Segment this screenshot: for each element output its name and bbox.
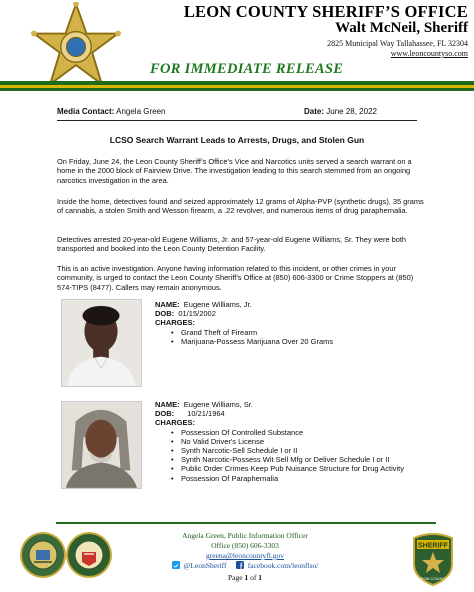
agency-website-link[interactable]: www.leoncountyso.com — [390, 49, 468, 58]
name-label: NAME: — [155, 300, 180, 309]
page-total: 1 — [258, 573, 262, 582]
paragraph: On Friday, June 24, the Leon County Sheriff’s Office’s Vice and Narcotics units served a search warrant on a home in the 2000 block of Fairview Drive. The investigation leading to this search stemmed from an ongoing narcotics investigation in the area. — [57, 157, 412, 185]
dob-label: DOB: — [155, 409, 175, 419]
agency-address: 2825 Municipal Way Tallahassee, FL 32304 — [327, 39, 468, 48]
patch-subtitle: LEON COUNTY — [418, 576, 448, 581]
suspect-2-mugshot — [61, 401, 142, 489]
release-date-value: June 28, 2022 — [326, 107, 377, 116]
suspect-dob: 10/21/1964 — [187, 409, 225, 419]
header-band-green-lower — [0, 88, 474, 91]
release-date — [304, 107, 377, 116]
charge-item: • Public Order Crimes Keep Pub Nuisance Structure for Drug Activity — [171, 464, 404, 473]
page-current: 1 — [244, 573, 249, 582]
charge-item: • Possession Of Controlled Substance — [171, 428, 404, 437]
charges-label: CHARGES: — [155, 418, 196, 428]
agency-title: LEON COUNTY SHERIFF’S OFFICE — [183, 2, 468, 21]
charge-item: • Grand Theft of Firearm — [171, 328, 333, 337]
county-seal-icon — [20, 532, 66, 578]
release-banner: FOR IMMEDIATE RELEASE — [150, 61, 344, 77]
sheriff-star-badge-icon — [28, 2, 124, 88]
page-number — [120, 573, 370, 582]
facebook-link[interactable]: facebook.com/leonflso/ — [247, 561, 319, 570]
press-headline: LCSO Search Warrant Leads to Arrests, Drugs, and Stolen Gun — [109, 135, 365, 145]
charge-item: • Synth Narcotic-Possess Wit Sell Mfg or Deliver Schedule I or II — [171, 455, 404, 464]
media-contact-name: Angela Green — [116, 107, 166, 116]
sheriff-patch-icon — [410, 532, 456, 586]
twitter-icon — [172, 561, 180, 569]
florida-seal-icon — [66, 532, 112, 578]
charges-label: CHARGES: — [155, 318, 196, 328]
release-date-label: Date: — [304, 107, 325, 116]
suspect-name: Eugene Williams, Jr. — [183, 300, 252, 309]
paragraph: Inside the home, detectives found and seized approximately 12 grams of Alpha-PVP (synthetic drugs), 35 grams of cannabis, a stolen Smith and Wesson firearm, a .22 revolver, and numerous items of drug paraphernalia. — [57, 197, 424, 216]
twitter-handle-link[interactable]: @LeonSheriff — [183, 561, 227, 570]
patch-title: SHERIFF — [418, 542, 448, 550]
charge-item: • Marijuana-Possess Marijuana Over 20 Grams — [171, 337, 333, 346]
page-word: Page — [228, 573, 243, 582]
footer-phone: Office (850) 606-3303 — [211, 541, 279, 550]
charges-list — [171, 328, 333, 346]
divider — [57, 120, 417, 121]
charge-item: • Possession Of Paraphernalia — [171, 474, 404, 483]
facebook-icon — [236, 561, 244, 569]
media-contact — [57, 107, 166, 116]
sheriff-name: Walt McNeil, Sheriff — [335, 20, 468, 36]
charges-list — [171, 428, 404, 483]
paragraph: This is an active investigation. Anyone having information related to this incident, or other crimes in your community, is urged to contact the Leon County Sheriff’s Office at (850) 606-3300 or Crime Stoppers at (850) 574-TIPS (8477). Callers may remain anonymous. — [57, 264, 414, 292]
name-label: NAME: — [155, 400, 180, 409]
footer-officer: Angela Green, Public Information Officer — [182, 531, 308, 540]
suspect-2-info — [155, 400, 404, 483]
suspect-1-info — [155, 300, 333, 346]
of-word: of — [250, 573, 257, 582]
charge-item: • No Valid Driver's License — [171, 437, 404, 446]
footer-email-link[interactable]: greena@leoncountyfl.gov — [206, 551, 284, 560]
suspect-dob: 01/15/2002 — [178, 309, 216, 319]
charge-item: • Synth Narcotic-Sell Schedule I or II — [171, 446, 404, 455]
paragraph: Detectives arrested 20-year-old Eugene Williams, Jr. and 57-year-old Eugene Williams, Sr. They were both transported and booked into the Leon County Detention Facility. — [57, 235, 407, 254]
footer-social — [120, 561, 370, 570]
dob-label: DOB: — [155, 309, 175, 319]
suspect-name: Eugene Williams, Sr. — [183, 400, 253, 409]
suspect-1-mugshot — [61, 299, 142, 387]
footer-divider — [56, 522, 436, 524]
media-contact-label: Media Contact: — [57, 107, 115, 116]
